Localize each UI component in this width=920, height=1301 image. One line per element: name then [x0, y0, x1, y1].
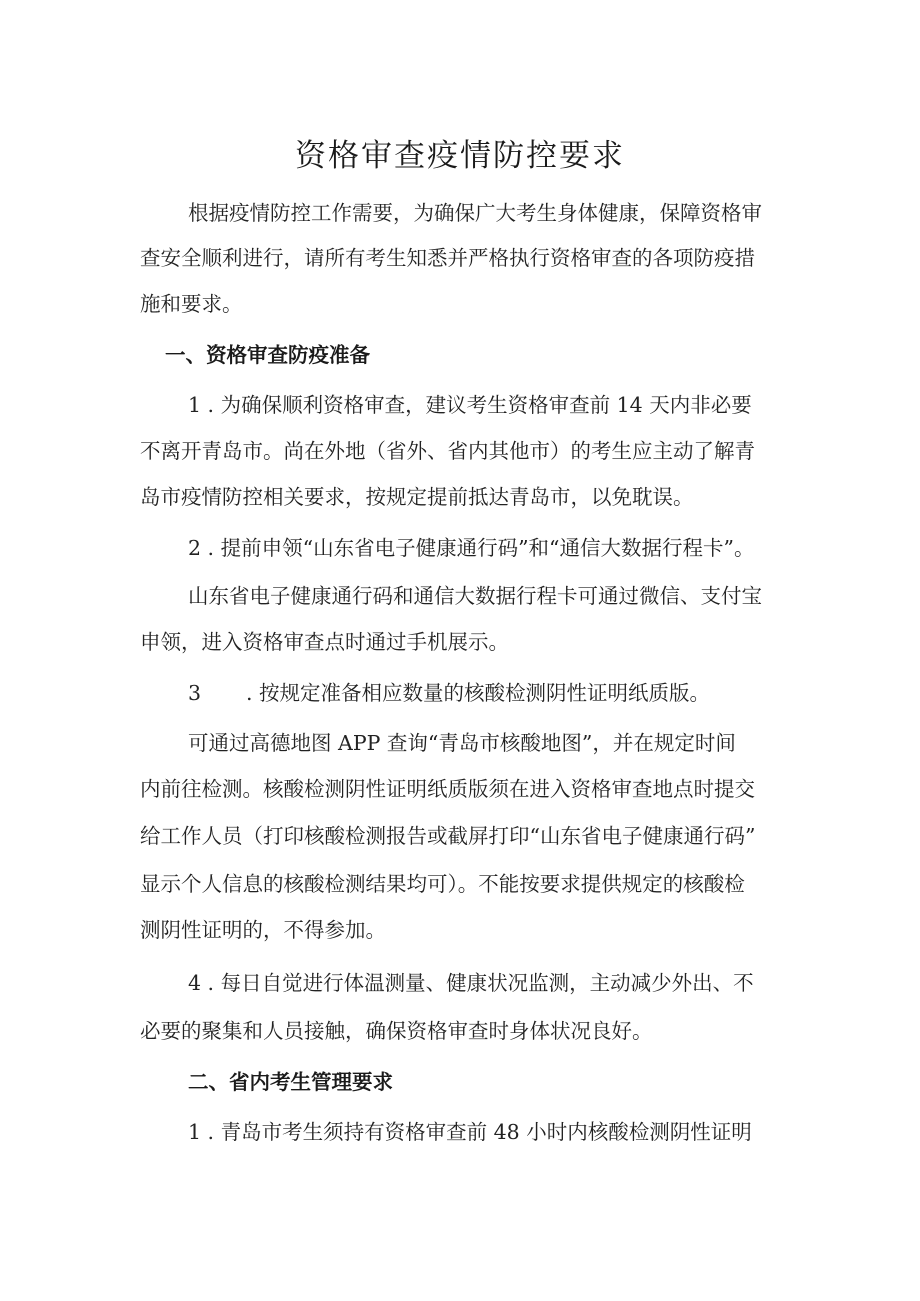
intro-line-3: 施和要求。 [140, 292, 243, 316]
intro-line-1: 根据疫情防控工作需要，为确保广大考生身体健康，保障资格审 [188, 201, 762, 225]
section-1-heading: 一、资格审查防疫准备 [165, 343, 370, 367]
s1-item1-line-2: 不离开青岛市。尚在外地（省外、省内其他市）的考生应主动了解青 [140, 439, 755, 463]
intro-line-2: 查安全顺利进行，请所有考生知悉并严格执行资格审查的各项防疫措 [140, 246, 755, 270]
s1-item2-line-3: 申领，进入资格审查点时通过手机展示。 [140, 630, 509, 654]
section-2-heading: 二、省内考生管理要求 [188, 1070, 393, 1094]
s1-item1-line-1: 1 . 为确保顺利资格审查，建议考生资格审查前 14 天内非必要 [188, 393, 752, 417]
s1-item3-detail-line-4: 显示个人信息的核酸检测结果均可）。不能按要求提供规定的核酸检 [140, 872, 745, 896]
s2-item1-line-1: 1 . 青岛市考生须持有资格审查前 48 小时内核酸检测阴性证明 [188, 1120, 752, 1144]
s1-item4-line-2: 必要的聚集和人员接触，确保资格审查时身体状况良好。 [140, 1019, 653, 1043]
document-title: 资格审查疫情防控要求 [295, 138, 625, 174]
s1-item2-line-1: 2 . 提前申领“山东省电子健康通行码”和“通信大数据行程卡”。 [188, 536, 755, 560]
s1-item3-number: 3 [188, 681, 202, 705]
s1-item1-line-3: 岛市疫情防控相关要求，按规定提前抵达青岛市，以免耽误。 [140, 485, 694, 509]
s1-item3-detail-line-5: 测阴性证明的，不得参加。 [140, 918, 386, 942]
s1-item3-detail-line-1: 可通过高德地图 APP 查询“青岛市核酸地图”，并在规定时间 [188, 731, 736, 755]
s1-item2-line-2: 山东省电子健康通行码和通信大数据行程卡可通过微信、支付宝 [188, 584, 762, 608]
s1-item3-detail-line-3: 给工作人员（打印核酸检测报告或截屏打印“山东省电子健康通行码” [140, 824, 756, 848]
s1-item3-detail-line-2: 内前往检测。核酸检测阴性证明纸质版须在进入资格审查地点时提交 [140, 777, 755, 801]
s1-item4-line-1: 4 . 每日自觉进行体温测量、健康状况监测，主动减少外出、不 [188, 971, 754, 995]
s1-item3-text: . 按规定准备相应数量的核酸检测阴性证明纸质版。 [246, 681, 711, 705]
